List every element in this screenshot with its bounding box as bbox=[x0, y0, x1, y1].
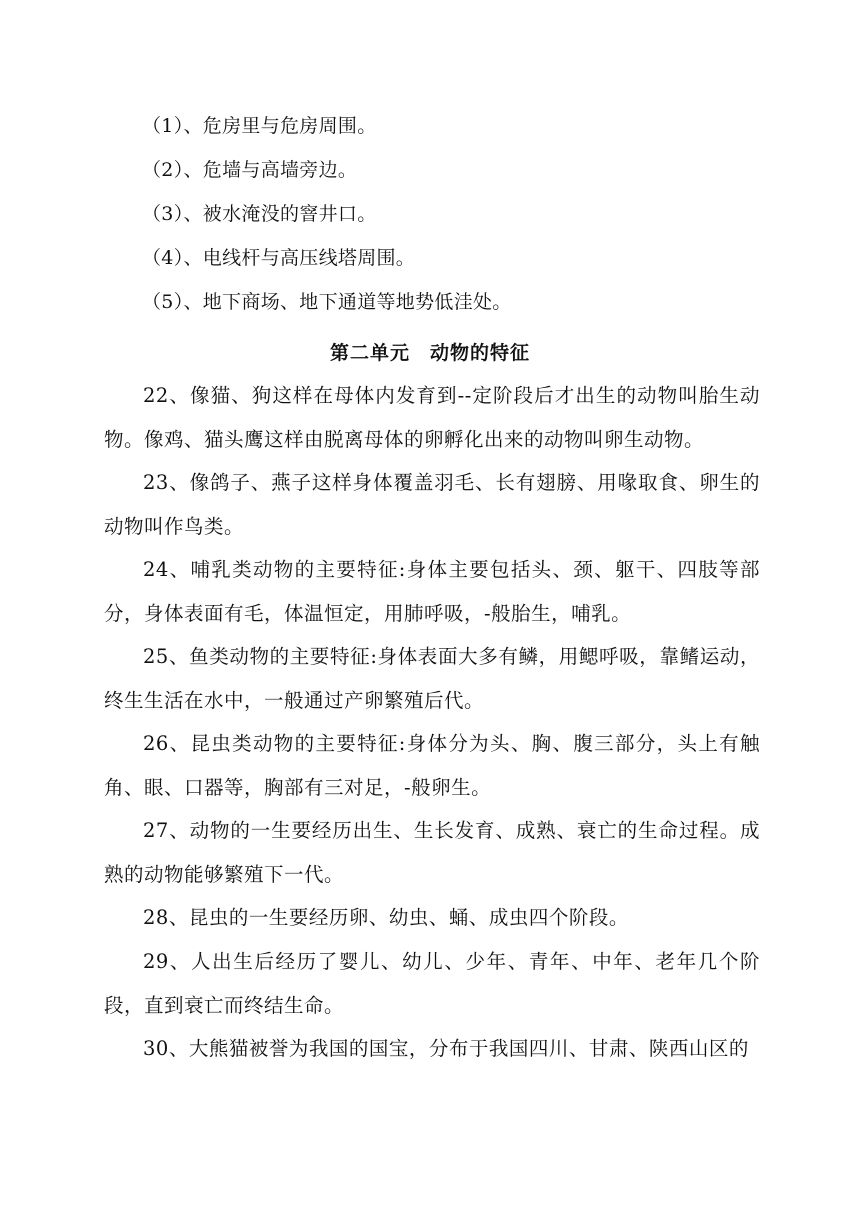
list-item-4: （4）、电线杆与高压线塔周围。 bbox=[142, 247, 416, 269]
paragraph-29: 29、人出生后经历了婴儿、幼儿、少年、青年、中年、老年几个阶段，直到衰亡而终结生命。 bbox=[104, 950, 760, 1017]
list-item-3: （3）、被水淹没的窨井口。 bbox=[142, 203, 377, 225]
paragraph-22: 22、像猫、狗这样在母体内发育到--定阶段后才出生的动物叫胎生动物。像鸡、猫头鹰这样由脱离母体的卵孵化出来的动物叫卵生动物。 bbox=[104, 384, 760, 451]
list-item-2: （2）、危墙与高墙旁边。 bbox=[142, 159, 358, 181]
list-item-5: （5）、地下商场、地下通道等地势低洼处。 bbox=[142, 291, 512, 313]
section-title: 第二单元 动物的特征 bbox=[329, 342, 530, 364]
paragraph-23: 23、像鸽子、燕子这样身体覆盖羽毛、长有翅膀、用喙取食、卵生的动物叫作鸟类。 bbox=[104, 471, 760, 538]
paragraph-30: 30、大熊猫被誉为我国的国宝，分布于我国四川、甘肃、陕西山区的 bbox=[143, 1037, 749, 1060]
paragraph-25: 25、鱼类动物的主要特征:身体表面大多有鳞，用鳃呼吸，靠鳍运动，终生生活在水中，一般通过产卵繁殖后代。 bbox=[104, 645, 760, 712]
list-item-1: （1）、危房里与危房周围。 bbox=[142, 115, 377, 137]
paragraph-28: 28、昆虫的一生要经历卵、幼虫、蛹、成虫四个阶段。 bbox=[143, 906, 629, 929]
paragraph-27: 27、动物的一生要经历出生、生长发育、成熟、衰亡的生命过程。成熟的动物能够繁殖下一代。 bbox=[104, 819, 760, 886]
paragraph-24: 24、哺乳类动物的主要特征:身体主要包括头、颈、躯干、四肢等部分，身体表面有毛，体温恒定，用肺呼吸，-般胎生，哺乳。 bbox=[104, 558, 760, 625]
paragraph-26: 26、昆虫类动物的主要特征:身体分为头、胸、腹三部分，头上有触角、眼、口器等，胸部有三对足，-般卵生。 bbox=[104, 732, 760, 799]
